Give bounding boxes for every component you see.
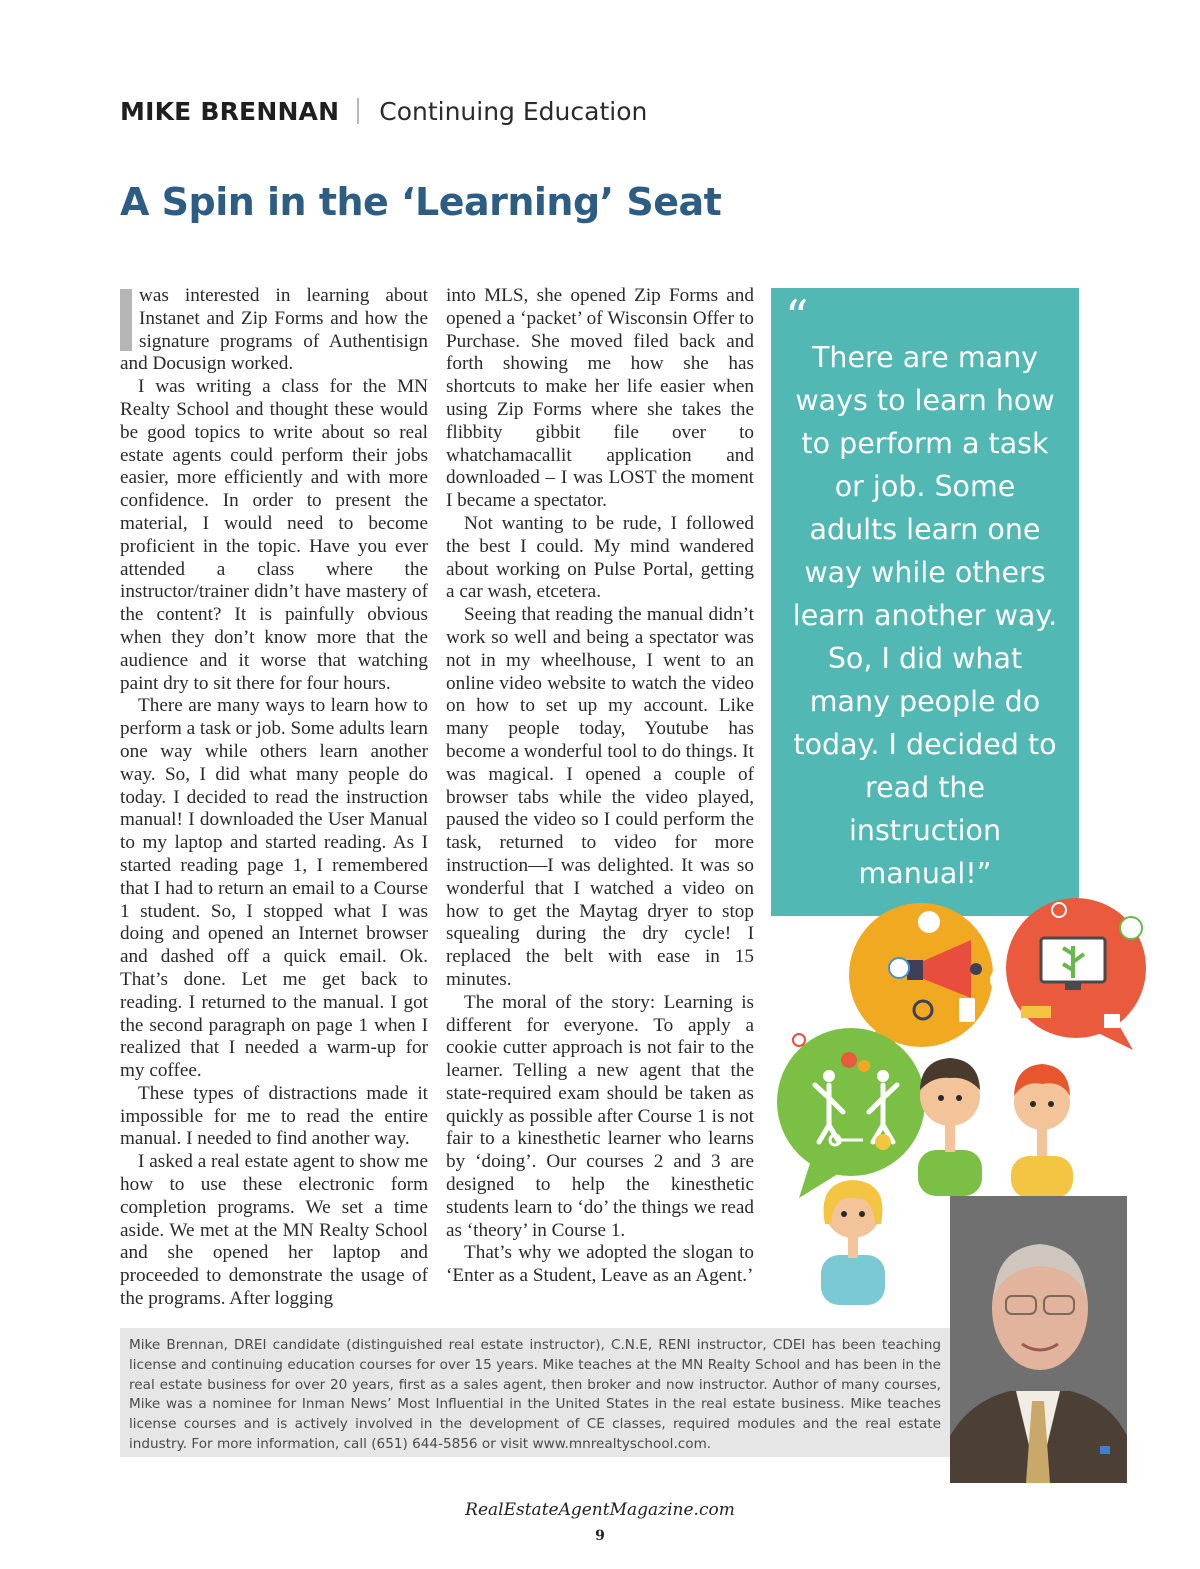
globe-icon <box>889 958 909 978</box>
paragraph: There are many ways to learn how to perform a task or job. Some adults learn one way while others learn another way. So, I did what many people do today. I decided to read the instruction manual! I downloaded the User Manual to my laptop and started reading. As I started reading page 1, I remembered that I had to return an email to a Course 1 student. So, I stopped what I was doing and opened an Internet browser and dashed off a quick email. Ok. That’s done. Let me get back to reading. I returned to the manual. I got the second paragraph on page 1 when I realized that I needed a warm-up for my coffee. <box>120 695 428 1082</box>
drop-cap-block <box>120 289 132 351</box>
footer-website: RealEstateAgentMagazine.com <box>465 1500 735 1520</box>
author-name: MIKE BRENNAN <box>120 96 340 126</box>
article-column-2 <box>446 285 754 1288</box>
paragraph: into MLS, she opened Zip Forms and opened a ‘packet’ of Wisconsin Offer to Purchase. She moved filed back and forth showing me how she has shortcuts to make her life easier when using Zip Forms where she takes the flibbity gibbit file over to whatchamacallit application and downloaded – I was LOST the moment I became a spectator. <box>446 285 754 512</box>
cd-icon <box>918 911 940 933</box>
clock-icon <box>1120 917 1142 939</box>
page-header <box>120 94 647 128</box>
pull-quote-box <box>771 288 1079 916</box>
green-bubble <box>777 1028 925 1176</box>
paragraph: That’s why we adopted the slogan to ‘Enter as a Student, Leave as an Agent.’ <box>446 1242 754 1287</box>
author-photo-icon <box>950 1196 1127 1483</box>
paragraph: I asked a real estate agent to show me how to use these electronic form completion programs. We set a time aside. We met at the MN Realty School and she opened her laptop and proceeded to demonstrate the usage of the programs. After logging <box>120 1151 428 1310</box>
paragraph: Seeing that reading the manual didn’t work so well and being a spectator was not in my wheelhouse, I went to an online video website to watch the video on how to set up my account. Like many people today, Youtube has become a wonderful tool to do things. It was magical. I opened a couple of browser tabs while the video played, paused the video so I could perform the task, returned to video for more instruction—I was delighted. It was so wonderful that I watched a video on how to get the Maytag dryer to stop squealing during the dry cycle! I replaced the belt with ease in 15 minutes. <box>446 604 755 990</box>
article-title: A Spin in the ‘Learning’ Seat <box>120 180 722 224</box>
speaker-icon <box>959 998 975 1022</box>
quote-mark-icon: “ <box>785 290 809 344</box>
gear-icon <box>841 1052 857 1068</box>
author-bio <box>120 1328 950 1457</box>
pull-quote-text: There are many ways to learn how to perform a task or job. Some adults learn one way while others learn another way. So, I did what many people do today. I decided to read the instruction manual!” <box>792 341 1058 890</box>
article-column-1 <box>120 285 428 1311</box>
paragraph: Not wanting to be rude, I followed the best I could. My mind wandered about working on Pulse Portal, getting a car wash, etcetera. <box>446 512 754 603</box>
paragraph: These types of distractions made it impossible for me to read the entire manual. I needed to find another way. <box>120 1082 428 1150</box>
books-icon <box>1021 1006 1051 1018</box>
author-bio-text: Mike Brennan, DREI candidate (distinguished real estate instructor), C.N.E, RENI instructor, CDEI has been teaching license and continuing education courses for over 15 years. Mike teaches at the MN Realty School and has been in the real estate business for over 20 years, first as a sales agent, then broker and now instructor. Author of many courses, Mike was a nominee for Inman News’ Most Influential in the United States in the real estate business. Mike teaches license courses and is actively involved in the development of CE classes, required modules and the real estate industry. For more information, call (651) 644-5856 or visit www.mnrealtyschool.com. <box>129 1337 941 1452</box>
page-number: 9 <box>595 1528 605 1544</box>
paragraph: The moral of the story: Learning is different for everyone. To apply a cookie cutter approach is not fair to the learner. Telling a new agent that the state-required exam should be taken as quickly as possible after Course 1 is not fair to a kinesthetic learner who learns by ‘doing’. Our courses 2 and 3 are designed to help the kinesthetic students learn to ‘do’ the things we read as ‘theory’ in Course 1. <box>446 991 754 1241</box>
paragraph: was interested in learning about Instanet and Zip Forms and how the signature programs of Authentisign and Docusign worked. <box>120 285 428 375</box>
paragraph: I was writing a class for the MN Realty School and thought these would be good topics to write about so real estate agents could perform their jobs easier, more efficiently and with more confidence. In order to present the material, I would need to become proficient in the topic. Have you ever attended a class where the instructor/trainer didn’t have mastery of the content? It is painfully obvious when they don’t know more that the audience and it worse that watching paint dry to sit there for four hours. <box>120 376 428 694</box>
section-name: Continuing Education <box>379 96 648 126</box>
gear-icon <box>858 1060 870 1072</box>
molecule-icon <box>793 1034 805 1046</box>
apple-icon <box>1052 903 1066 917</box>
header-divider <box>357 98 359 124</box>
lock-icon <box>875 1134 891 1150</box>
